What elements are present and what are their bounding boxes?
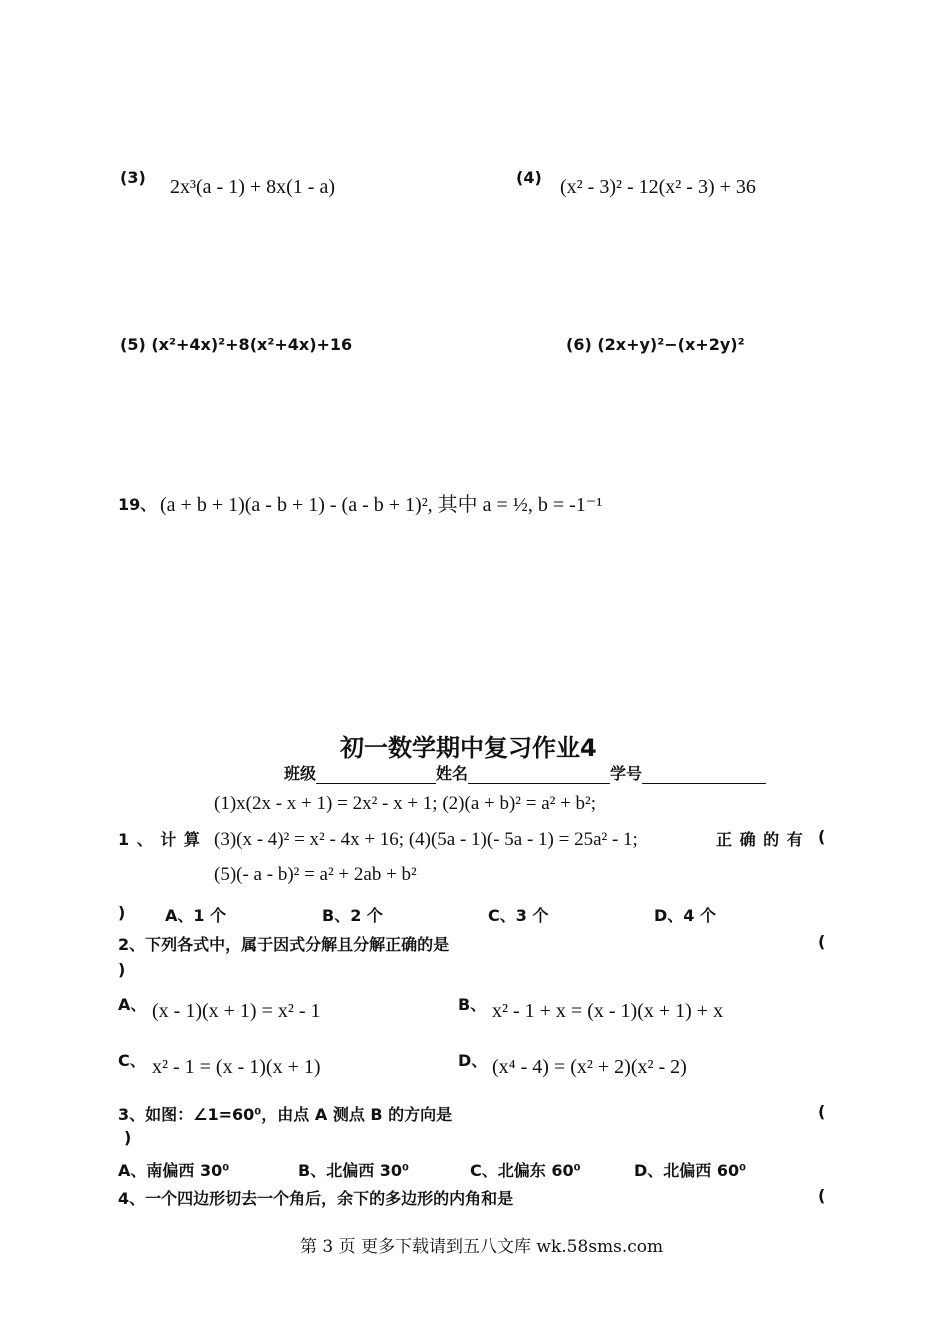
- q2-option-a-expression: (x - 1)(x + 1) = x² - 1: [152, 1000, 321, 1022]
- q2-option-b-expression: x² - 1 + x = (x - 1)(x + 1) + x: [492, 1000, 724, 1022]
- q1-option-c[interactable]: C、3 个: [488, 906, 549, 925]
- question-19-expression: (a + b + 1)(a - b + 1) - (a - b + 1)², 其中 a = ½, b = -1⁻¹: [160, 494, 603, 516]
- q4-text: 4、一个四边形切去一个角后，余下的多边形的内角和是: [118, 1189, 514, 1208]
- q4-open-paren: (: [818, 1186, 826, 1205]
- q1-option-d[interactable]: D、4 个: [654, 906, 716, 925]
- q1-suffix: 正 确 的 有: [716, 830, 804, 849]
- q2-option-d-label[interactable]: D、: [458, 1051, 488, 1070]
- q1-label: 1 、 计 算: [118, 830, 201, 849]
- problem-4-label: (4): [516, 168, 542, 187]
- section-title: 初一数学期中复习作业4: [340, 734, 597, 762]
- q2-option-d-expression: (x⁴ - 4) = (x² + 2)(x² - 2): [492, 1056, 687, 1078]
- q1-line-1: (1)x(2x - x + 1) = 2x² - x + 1; (2)(a + b)² = a² + b²;: [214, 793, 597, 814]
- class-blank[interactable]: [316, 767, 436, 784]
- q1-line-2: (3)(x - 4)² = x² - 4x + 16; (4)(5a - 1)(- 5a - 1) = 25a² - 1;: [214, 829, 638, 850]
- question-19-label: 19、: [118, 495, 157, 514]
- q1-option-b[interactable]: B、2 个: [322, 906, 383, 925]
- problem-6: (6) (2x+y)²−(x+2y)²: [566, 335, 745, 354]
- q3-option-d[interactable]: D、北偏西 60⁰: [634, 1161, 747, 1180]
- problem-3-expression: 2x³(a - 1) + 8x(1 - a): [170, 176, 335, 198]
- student-id-label: 学号: [610, 764, 643, 783]
- q1-open-paren: (: [818, 827, 826, 846]
- student-id-blank[interactable]: [642, 767, 766, 784]
- q2-option-c-expression: x² - 1 = (x - 1)(x + 1): [152, 1056, 321, 1078]
- q2-text: 2、下列各式中，属于因式分解且分解正确的是: [118, 935, 450, 954]
- q3-text: 3、如图：∠1=60⁰，由点 A 测点 B 的方向是: [118, 1105, 453, 1124]
- q3-close-paren: ): [124, 1128, 132, 1147]
- q2-open-paren: (: [818, 932, 826, 951]
- problem-5: (5) (x²+4x)²+8(x²+4x)+16: [120, 335, 353, 354]
- student-info-row: [284, 761, 766, 784]
- q1-line-3: (5)(- a - b)² = a² + 2ab + b²: [214, 864, 417, 885]
- page-footer: 第 3 页 更多下载请到五八文库 wk.58sms.com: [300, 1237, 664, 1257]
- name-label: 姓名: [436, 764, 469, 783]
- class-label: 班级: [284, 764, 317, 783]
- q2-option-b-label[interactable]: B、: [458, 995, 487, 1014]
- problem-4-expression: (x² - 3)² - 12(x² - 3) + 36: [560, 176, 756, 198]
- q2-close-paren: ): [118, 960, 126, 979]
- problem-3-label: (3): [120, 168, 146, 187]
- q3-option-b[interactable]: B、北偏西 30⁰: [298, 1161, 410, 1180]
- q1-option-a[interactable]: A、1 个: [165, 906, 227, 925]
- q3-open-paren: (: [818, 1102, 826, 1121]
- q2-option-c-label[interactable]: C、: [118, 1051, 146, 1070]
- q1-close-paren: ): [118, 903, 126, 922]
- name-blank[interactable]: [468, 767, 610, 784]
- q3-option-c[interactable]: C、北偏东 60⁰: [470, 1161, 581, 1180]
- q3-option-a[interactable]: A、南偏西 30⁰: [118, 1161, 230, 1180]
- q2-option-a-label[interactable]: A、: [118, 995, 147, 1014]
